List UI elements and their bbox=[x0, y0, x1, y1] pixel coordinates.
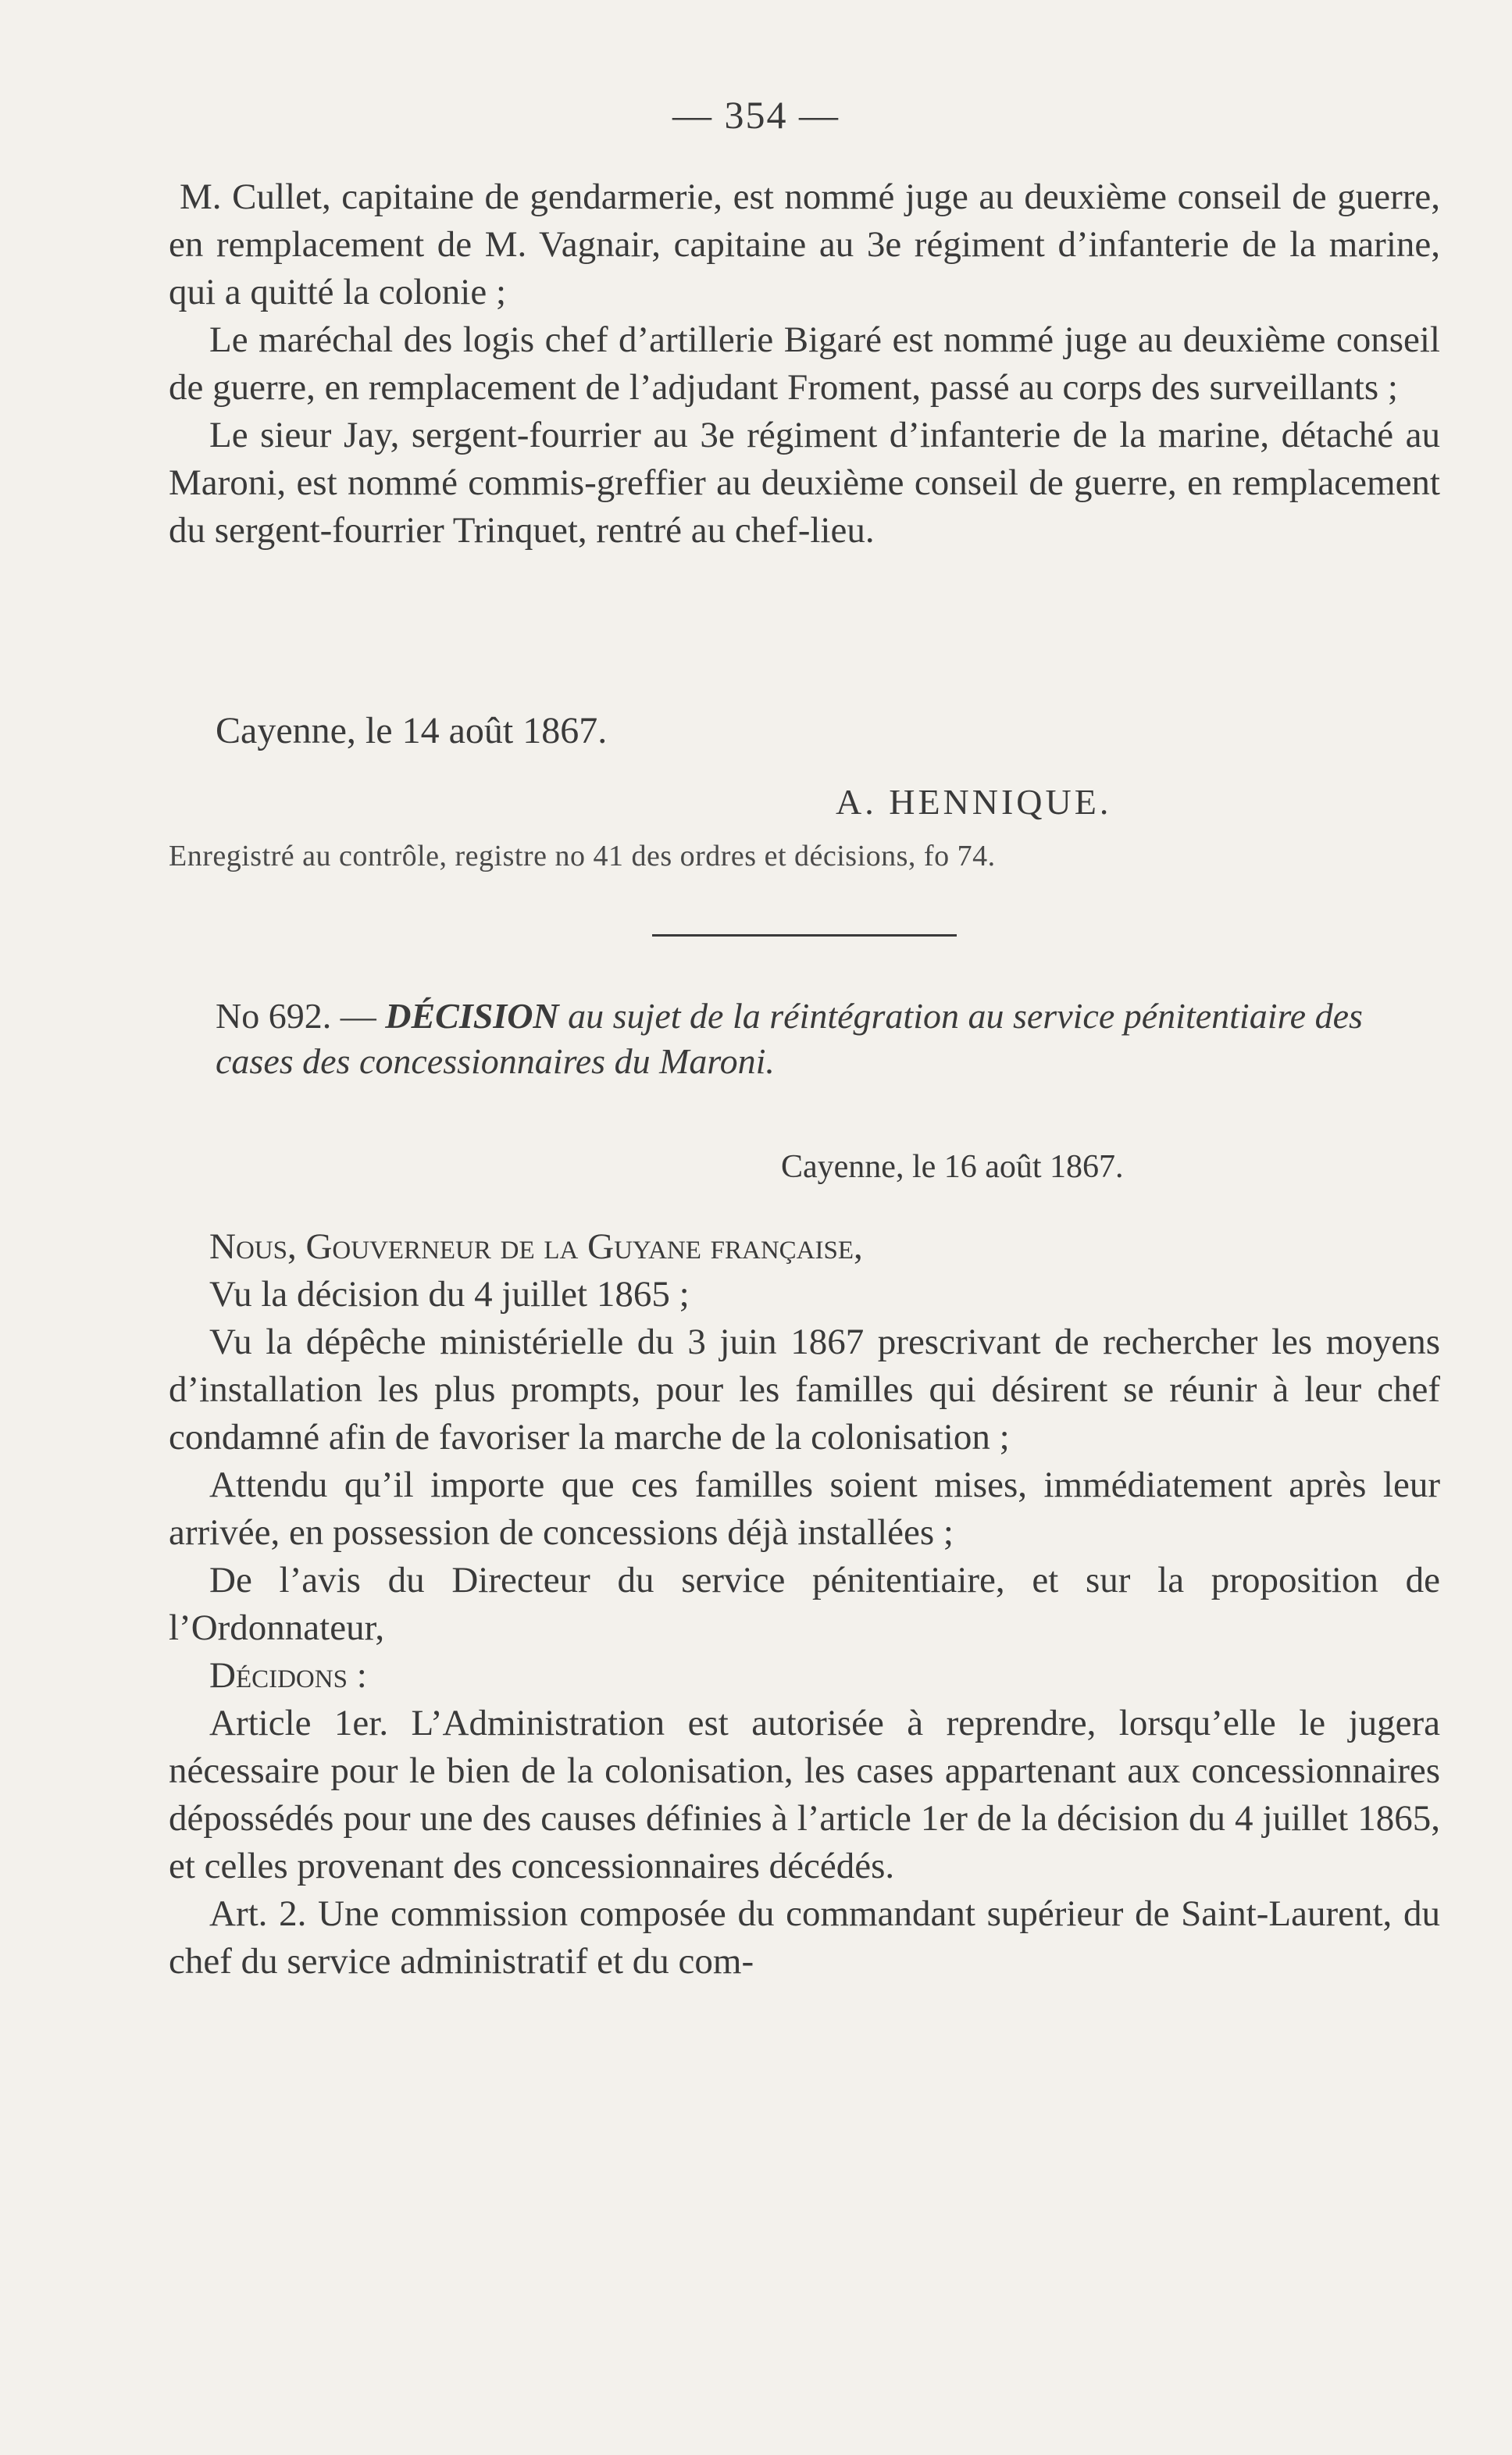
paragraph: Le sieur Jay, sergent-fourrier au 3e régiment d’infanterie de la marine, détaché au Maroni, est nommé commis-greffier au deuxième conseil de guerre, en remplacement du sergent-fourrier Trinquet, rentré au chef-lieu. bbox=[169, 415, 1440, 551]
paragraph: De l’avis du Directeur du service pénitentiaire, et sur la proposition de l’Ordonnateur, bbox=[169, 1560, 1440, 1648]
decision-heading: No 692. — DÉCISION au sujet de la réintégration au service pénitentiaire des cases des concessionnaires du Maroni. bbox=[216, 996, 1363, 1081]
section-divider bbox=[652, 934, 957, 937]
page-number: — 354 — bbox=[672, 93, 840, 137]
paragraph: Nous, Gouverneur de la Guyane française, bbox=[209, 1226, 863, 1267]
paragraph: Décidons : bbox=[209, 1655, 367, 1696]
decision-date: Cayenne, le 16 août 1867. bbox=[781, 1149, 1124, 1185]
section2-body bbox=[169, 1223, 1440, 1986]
decision-word: DÉCISION bbox=[385, 996, 559, 1036]
paragraph: Art. 2. Une commission composée du commandant supérieur de Saint-Laurent, du chef du service administratif et du com- bbox=[169, 1893, 1440, 1982]
paragraph: Le maréchal des logis chef d’artillerie Bigaré est nommé juge au deuxième conseil de guerre, en remplacement de l’adjudant Froment, passé au corps des surveillants ; bbox=[169, 319, 1440, 408]
registration-note: Enregistré au contrôle, registre no 41 des ordres et décisions, fo 74. bbox=[169, 840, 996, 872]
decision-number: No 692. bbox=[216, 996, 332, 1036]
signature: A. HENNIQUE. bbox=[836, 782, 1112, 822]
date-line: Cayenne, le 14 août 1867. bbox=[216, 710, 608, 751]
paragraph: M. Cullet, capitaine de gendarmerie, est nommé juge au deuxième conseil de guerre, en remplacement de M. Vagnair, capitaine au 3e régiment d’infanterie de la marine, qui a quitté la colonie ; bbox=[169, 177, 1440, 312]
decision-subject: au sujet de la réintégration au service pénitentiaire des cases des concessionnaires du Maroni. bbox=[216, 996, 1363, 1081]
paragraph: Article 1er. L’Administration est autorisée à reprendre, lorsqu’elle le jugera nécessaire pour le bien de la colonisation, les cases appartenant aux concessionnaires dépossédés pour une des causes définies à l’article 1er de la décision du 4 juillet 1865, et celles provenant des concessionnaires décédés. bbox=[169, 1703, 1440, 1886]
paragraph: Attendu qu’il importe que ces familles soient mises, immédiatement après leur arrivée, en possession de concessions déjà installées ; bbox=[169, 1465, 1440, 1553]
paragraph: Vu la décision du 4 juillet 1865 ; bbox=[209, 1274, 690, 1315]
section1-body bbox=[169, 173, 1440, 555]
paragraph: Vu la dépêche ministérielle du 3 juin 1867 prescrivant de rechercher les moyens d’installation les plus prompts, pour les familles qui désirent se réunir à leur chef condamné afin de favoriser la marche de la colonisation ; bbox=[169, 1322, 1440, 1458]
